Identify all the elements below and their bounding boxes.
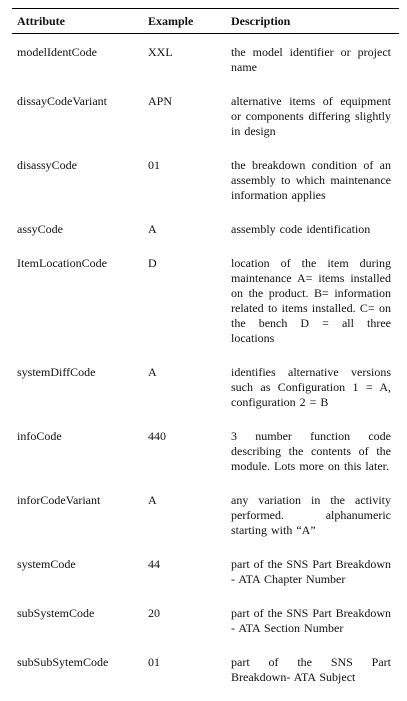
cell-example: 01	[148, 655, 160, 669]
cell-example: APN	[148, 94, 173, 108]
table-row	[12, 211, 399, 245]
header-attribute: Attribute	[12, 9, 144, 34]
cell-description: 3 number function code describing the contents of the module. Lots more on this later.	[231, 429, 391, 473]
cell-attribute: systemDiffCode	[17, 365, 96, 379]
cell-attribute: assyCode	[17, 222, 63, 236]
table-row	[12, 644, 399, 693]
cell-attribute: systemCode	[17, 557, 76, 571]
cell-description: location of the item during maintenance A= items installed on the product. B= information related to items installed. C= on the bench D = all three locations	[231, 256, 391, 345]
cell-description: the model identifier or project name	[231, 45, 391, 74]
cell-attribute: modelIdentCode	[17, 45, 97, 59]
table-row	[12, 595, 399, 644]
table-row	[12, 83, 399, 147]
cell-description: part of the SNS Part Breakdown- ATA Subject	[231, 655, 391, 684]
cell-example: D	[148, 256, 157, 270]
cell-example: A	[148, 365, 157, 379]
table-row	[12, 482, 399, 546]
cell-description: assembly code identification	[231, 222, 371, 236]
cell-description: alternative items of equipment or components differing slightly in design	[231, 94, 391, 138]
cell-attribute: dissayCodeVariant	[17, 94, 107, 108]
table-row	[12, 546, 399, 595]
cell-attribute: subSubSytemCode	[17, 655, 109, 669]
cell-attribute: subSystemCode	[17, 606, 95, 620]
cell-example: A	[148, 493, 157, 507]
header-description: Description	[226, 9, 399, 34]
cell-example: XXL	[148, 45, 173, 59]
cell-attribute: ItemLocationCode	[17, 256, 107, 270]
cell-description: identifies alternative versions such as Configuration 1 = A, configuration 2 = B	[231, 365, 391, 409]
header-example: Example	[144, 9, 226, 34]
header-row	[12, 9, 399, 34]
table-row	[12, 34, 399, 84]
cell-example: A	[148, 222, 157, 236]
cell-attribute: disassyCode	[17, 158, 77, 172]
table-row	[12, 245, 399, 354]
attribute-table	[12, 8, 399, 693]
cell-description: part of the SNS Part Breakdown - ATA Chapter Number	[231, 557, 391, 586]
table-header	[12, 9, 399, 34]
cell-description: part of the SNS Part Breakdown - ATA Section Number	[231, 606, 391, 635]
cell-description: the breakdown condition of an assembly to which maintenance information applies	[231, 158, 391, 202]
table-body	[12, 34, 399, 694]
cell-example: 01	[148, 158, 160, 172]
table-row	[12, 418, 399, 482]
cell-attribute: inforCodeVariant	[17, 493, 101, 507]
table-row	[12, 354, 399, 418]
cell-example: 20	[148, 606, 160, 620]
cell-attribute: infoCode	[17, 429, 62, 443]
cell-description: any variation in the activity performed. alphanumeric starting with “A”	[231, 493, 391, 537]
cell-example: 440	[148, 429, 166, 443]
cell-example: 44	[148, 557, 160, 571]
table-row	[12, 147, 399, 211]
